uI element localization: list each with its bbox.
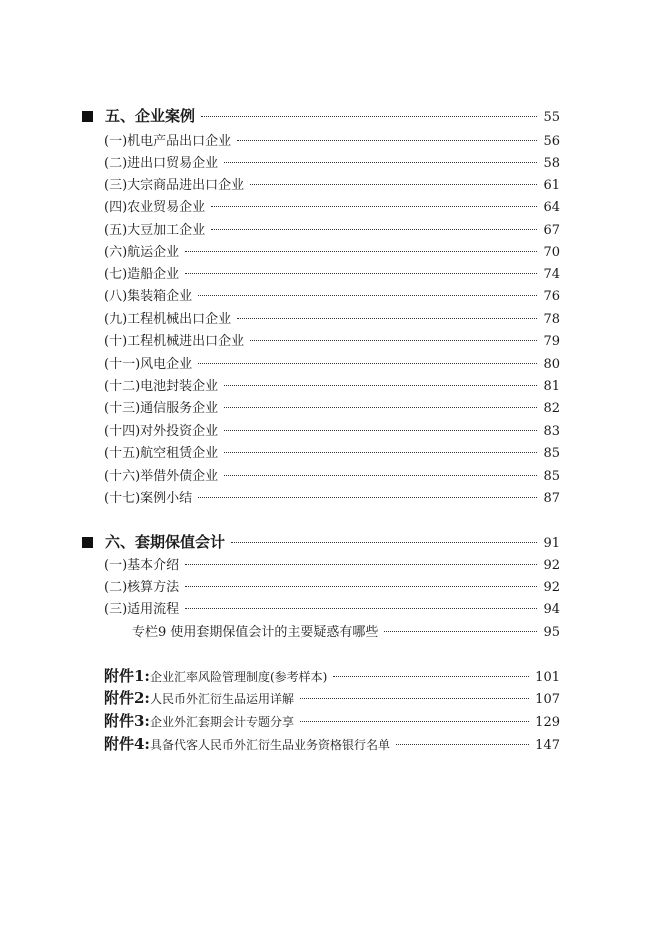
page-number: 101 [535, 670, 560, 685]
entry-label: (十五)航空租赁企业 [104, 446, 219, 461]
page-number: 94 [543, 602, 560, 617]
page-number: 58 [543, 156, 560, 171]
square-bullet-icon [82, 537, 93, 548]
toc-entry[interactable] [104, 447, 560, 460]
attachment-tag: 附件4: [104, 735, 150, 753]
square-bullet-icon [82, 111, 93, 122]
toc-entry[interactable] [104, 201, 560, 214]
column-entry[interactable] [132, 626, 560, 639]
page-number: 83 [543, 424, 560, 439]
page-number: 74 [543, 267, 560, 282]
page-number: 92 [543, 580, 560, 595]
dot-leader [198, 363, 537, 364]
dot-leader [237, 140, 537, 141]
dot-leader [211, 206, 537, 207]
toc-entry[interactable] [104, 224, 560, 237]
page-number: 56 [543, 134, 560, 149]
toc-entry[interactable] [104, 492, 560, 505]
attachment-entry[interactable] [104, 736, 560, 752]
dot-leader [198, 295, 537, 296]
attachment-title: 企业汇率风险管理制度(参考样本) [149, 670, 328, 684]
attachment-title: 具备代客人民币外汇衍生品业务资格银行名单 [149, 738, 390, 752]
attachment-tag: 附件2: [104, 689, 150, 707]
entry-label: (十四)对外投资企业 [104, 424, 219, 439]
dot-leader [384, 631, 537, 632]
dot-leader [231, 542, 537, 543]
page-number: 55 [543, 110, 560, 125]
entry-label: (四)农业贸易企业 [104, 200, 206, 215]
dot-leader [185, 273, 537, 274]
dot-leader [224, 430, 537, 431]
toc-entry[interactable] [104, 135, 560, 148]
toc-entry[interactable] [104, 380, 560, 393]
page-number: 92 [543, 558, 560, 573]
entry-label: (八)集装箱企业 [104, 289, 193, 304]
dot-leader [185, 251, 537, 252]
page-number: 82 [543, 401, 560, 416]
dot-leader [333, 676, 529, 677]
toc-entry[interactable] [104, 425, 560, 438]
dot-leader [224, 162, 537, 163]
entry-label: (二)进出口贸易企业 [104, 156, 219, 171]
entry-label: (十二)电池封装企业 [104, 379, 219, 394]
page-number: 81 [543, 379, 560, 394]
page-number: 64 [543, 200, 560, 215]
attachment-entry[interactable] [104, 668, 560, 684]
toc-entry[interactable] [104, 603, 560, 616]
attachment-entry[interactable] [104, 713, 560, 729]
entry-label: (五)大豆加工企业 [104, 223, 206, 238]
entry-label: (九)工程机械出口企业 [104, 312, 232, 327]
entry-label: (三)大宗商品进出口企业 [104, 178, 245, 193]
toc-entry[interactable] [104, 358, 560, 371]
section-title: 六、套期保值会计 [105, 533, 226, 551]
section-title: 五、企业案例 [105, 107, 196, 125]
column-label: 专栏9 使用套期保值会计的主要疑惑有哪些 [132, 625, 379, 640]
toc-entry[interactable] [104, 179, 560, 192]
page-number: 78 [543, 312, 560, 327]
dot-leader [396, 744, 529, 745]
page-number: 95 [543, 625, 560, 640]
entry-label: (十)工程机械进出口企业 [104, 334, 245, 349]
page-number: 91 [543, 536, 560, 551]
entry-label: (十一)风电企业 [104, 357, 193, 372]
section-heading[interactable] [82, 109, 560, 124]
dot-leader [237, 318, 537, 319]
toc-entry[interactable] [104, 402, 560, 415]
attachment-tag: 附件3: [104, 712, 150, 730]
dot-leader [300, 721, 529, 722]
page-number: 80 [543, 357, 560, 372]
entry-label: (七)造船企业 [104, 267, 180, 282]
entry-label: (一)机电产品出口企业 [104, 134, 232, 149]
entry-label: (六)航运企业 [104, 245, 180, 260]
dot-leader [211, 229, 537, 230]
dot-leader [224, 385, 537, 386]
dot-leader [201, 116, 537, 117]
attachment-tag: 附件1: [104, 667, 150, 685]
toc-entry[interactable] [104, 335, 560, 348]
page-number: 129 [535, 715, 560, 730]
entry-label: (一)基本介绍 [104, 558, 180, 573]
page-number: 70 [543, 245, 560, 260]
toc-entry[interactable] [104, 470, 560, 483]
page-number: 67 [543, 223, 560, 238]
dot-leader [250, 340, 537, 341]
page-number: 147 [535, 738, 560, 753]
page-number: 79 [543, 334, 560, 349]
entry-label: (十七)案例小结 [104, 491, 193, 506]
dot-leader [250, 184, 537, 185]
dot-leader [185, 564, 537, 565]
toc-entry[interactable] [104, 581, 560, 594]
toc-entry[interactable] [104, 559, 560, 572]
toc-entry[interactable] [104, 290, 560, 303]
dot-leader [300, 698, 529, 699]
dot-leader [224, 452, 537, 453]
page-number: 61 [543, 178, 560, 193]
dot-leader [224, 475, 537, 476]
attachment-entry[interactable] [104, 690, 560, 706]
entry-label: (十六)举借外债企业 [104, 469, 219, 484]
toc-entry[interactable] [104, 157, 560, 170]
dot-leader [185, 608, 537, 609]
dot-leader [198, 497, 537, 498]
toc-entry[interactable] [104, 268, 560, 281]
attachment-title: 企业外汇套期会计专题分享 [149, 715, 294, 729]
page-number: 85 [543, 469, 560, 484]
toc-entry[interactable] [104, 313, 560, 326]
entry-label: (十三)通信服务企业 [104, 401, 219, 416]
page-number: 87 [543, 491, 560, 506]
page-number: 85 [543, 446, 560, 461]
dot-leader [224, 407, 537, 408]
entry-label: (二)核算方法 [104, 580, 180, 595]
page-number: 107 [535, 692, 560, 707]
dot-leader [185, 586, 537, 587]
toc-entry[interactable] [104, 246, 560, 259]
attachment-title: 人民币外汇衍生品运用详解 [149, 692, 294, 706]
entry-label: (三)适用流程 [104, 602, 180, 617]
section-heading[interactable] [82, 535, 560, 550]
page-number: 76 [543, 289, 560, 304]
